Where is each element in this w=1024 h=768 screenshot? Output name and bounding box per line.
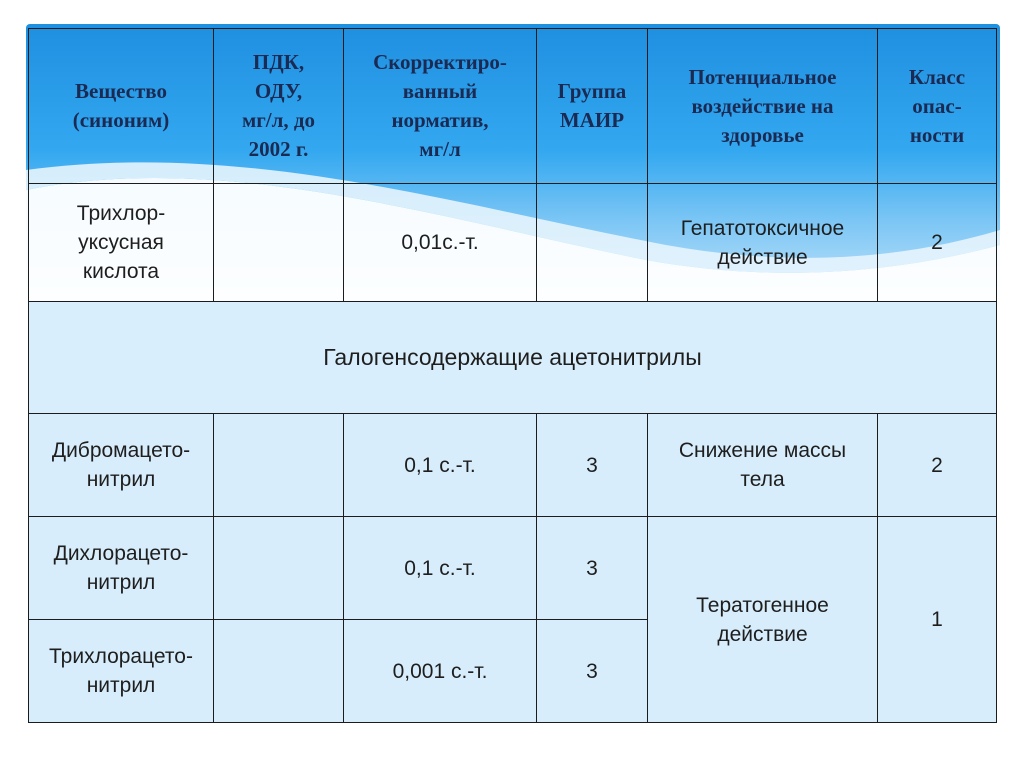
cell-hazard-merged: 1 [878,517,997,723]
substance-table [28,28,997,723]
section-title: Галогенсодержащие ацетонитрилы [29,302,997,414]
table-row [29,184,997,302]
cell-group [537,184,648,302]
section-row [29,302,997,414]
cell-pdk [214,414,344,517]
cell-group: 3 [537,414,648,517]
cell-group: 3 [537,517,648,620]
cell-hazard: 2 [878,184,997,302]
cell-pdk [214,184,344,302]
cell-hazard: 2 [878,414,997,517]
header-pdk: ПДК, ОДУ, мг/л, до 2002 г. [214,29,344,184]
cell-effect-merged: Тератогенное действие [648,517,878,723]
cell-substance: Дихлорацето- нитрил [29,517,214,620]
cell-norm: 0,001 с.-т. [344,620,537,723]
header-hazard-class: Класс опас- ности [878,29,997,184]
header-substance: Вещество (синоним) [29,29,214,184]
header-corrected-norm: Скорректиро- ванный норматив, мг/л [344,29,537,184]
cell-pdk [214,620,344,723]
cell-norm: 0,01с.-т. [344,184,537,302]
cell-effect: Гепатотоксичное действие [648,184,878,302]
table-row [29,414,997,517]
cell-group: 3 [537,620,648,723]
cell-substance: Трихлорацето- нитрил [29,620,214,723]
cell-substance: Трихлор- уксусная кислота [29,184,214,302]
cell-pdk [214,517,344,620]
table-header-row [29,29,997,184]
table-row [29,517,997,620]
cell-substance: Дибромацето- нитрил [29,414,214,517]
cell-effect: Снижение массы тела [648,414,878,517]
header-health-effect: Потенциальное воздействие на здоровье [648,29,878,184]
cell-norm: 0,1 с.-т. [344,517,537,620]
header-iarc-group: Группа МАИР [537,29,648,184]
cell-norm: 0,1 с.-т. [344,414,537,517]
